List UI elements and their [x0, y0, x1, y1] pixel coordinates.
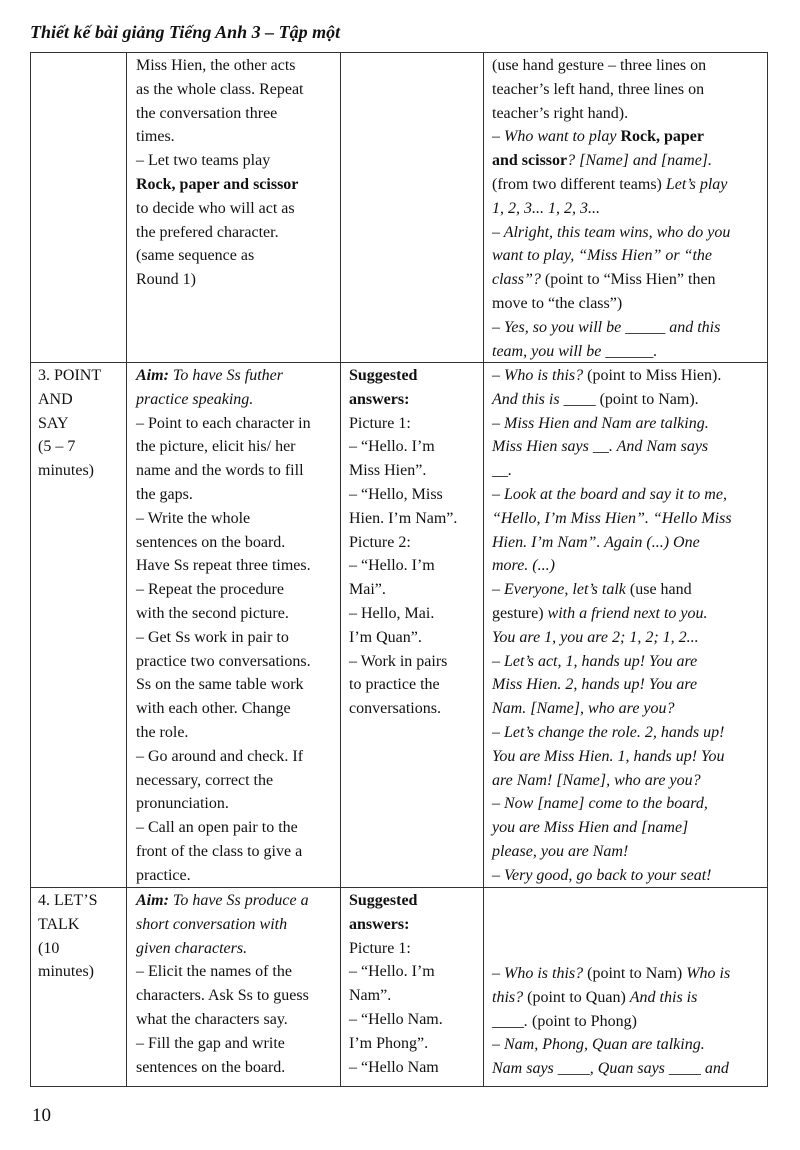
text-line: the role.: [136, 723, 189, 741]
text-line: pronunciation.: [136, 795, 229, 813]
text-span: gesture): [492, 604, 548, 622]
text-line: – Point to each character in: [136, 414, 311, 432]
text-line: – Let’s change the role. 2, hands up!: [492, 723, 725, 741]
text-line: Miss Hien. 2, hands up! You are: [492, 676, 698, 694]
text-line: Picture 1:: [349, 414, 411, 432]
text-line: – Very good, go back to your seat!: [492, 866, 712, 884]
text-line: Miss Hien says __. And Nam says: [492, 438, 709, 456]
text-line: 1, 2, 3... 1, 2, 3...: [492, 199, 600, 217]
text-line: teacher’s right hand).: [492, 104, 629, 122]
text-span: (point to Quan): [523, 988, 630, 1006]
text-span: ? [Name] and [name].: [567, 152, 713, 170]
text-span: (use hand: [625, 581, 692, 599]
text-line: front of the class to give a: [136, 842, 303, 860]
text-line: (use hand gesture – three lines on: [492, 57, 707, 74]
text-line: practice two conversations.: [136, 652, 311, 670]
text-span: (point to “Miss Hien” then: [540, 271, 716, 289]
text-line: the conversation three: [136, 104, 278, 122]
lesson-table: [30, 52, 768, 1087]
game-name: Rock, paper: [620, 128, 704, 146]
text-line: with the second picture.: [136, 604, 289, 622]
stage-duration: (5 – 7: [38, 438, 76, 456]
text-line: to practice the: [349, 676, 440, 694]
text-line: [492, 125, 764, 149]
text-span: ____.: [492, 1012, 528, 1030]
text-line: [492, 1010, 764, 1034]
text-span: with a friend next to you.: [547, 604, 708, 622]
text-line: [492, 962, 764, 986]
text-line: – “Hello, Miss: [349, 485, 443, 503]
text-span: this?: [492, 988, 524, 1006]
text-line: I’m Phong”.: [349, 1034, 429, 1052]
text-line: – Let’s act, 1, hands up! You are: [492, 652, 698, 670]
answers-heading: Suggested: [349, 367, 418, 384]
aim-text: To have Ss produce a: [168, 892, 309, 909]
text-line: Picture 2:: [349, 533, 411, 551]
answers-heading: answers:: [349, 915, 410, 933]
page-header: Thiết kế bài giảng Tiếng Anh 3 – Tập một: [30, 22, 341, 42]
text-line: sentences on the board.: [136, 1058, 286, 1076]
text-line: (same sequence as: [136, 247, 255, 265]
text-line: Miss Hien, the other acts: [136, 57, 296, 74]
game-name: and scissor: [492, 152, 568, 170]
text-line: – Nam, Phong, Quan are talking.: [492, 1036, 705, 1054]
column-divider: [340, 52, 341, 1087]
text-line: Nam. [Name], who are you?: [492, 700, 675, 718]
text-line: [492, 602, 764, 626]
text-line: – Write the whole: [136, 509, 251, 527]
text-span: (point to Miss Hien).: [583, 367, 722, 384]
text-line: – Let two teams play: [136, 152, 271, 170]
text-line: Mai”.: [349, 581, 386, 599]
text-span: (point to Phong): [528, 1012, 637, 1030]
text-line: – Call an open pair to the: [136, 819, 298, 837]
text-span: – Who want to play: [492, 128, 621, 146]
text-line: – Repeat the procedure: [136, 581, 284, 599]
text-line: please, you are Nam!: [492, 842, 629, 860]
text-line: Miss Hien”.: [349, 462, 427, 480]
text-line: what the characters say.: [136, 1010, 288, 1028]
text-line: Ss on the same table work: [136, 676, 304, 694]
row2-answers-cell: [349, 364, 481, 721]
text-line: – Hello, Mai.: [349, 604, 435, 622]
text-line: __.: [492, 462, 512, 480]
game-name: Rock, paper and scissor: [136, 175, 299, 193]
aim-text: short conversation with: [136, 915, 288, 933]
row3-stage-cell: [38, 889, 124, 984]
aim-label: Aim:: [136, 367, 169, 384]
text-line: are Nam! [Name], who are you?: [492, 771, 701, 789]
text-line: [492, 268, 764, 292]
stage-duration: (10: [38, 939, 60, 957]
text-line: [492, 388, 764, 412]
stage-duration: minutes): [38, 963, 94, 981]
row2-stage-cell: [38, 364, 124, 483]
text-line: move to “the class”): [492, 294, 623, 312]
text-span: (point to Nam).: [595, 390, 699, 408]
text-span: Let’s play: [665, 175, 728, 193]
text-line: want to play, “Miss Hien” or “the: [492, 247, 713, 265]
text-line: – Now [name] come to the board,: [492, 795, 708, 813]
text-span: (from two different teams): [492, 175, 666, 193]
answers-heading: answers:: [349, 390, 410, 408]
text-line: Picture 1:: [349, 939, 411, 957]
answers-heading: Suggested: [349, 892, 418, 909]
text-line: team, you will be ______.: [492, 342, 658, 360]
text-line: conversations.: [349, 700, 441, 718]
text-line: Round 1): [136, 271, 196, 289]
text-line: [492, 578, 764, 602]
text-span: And this is ____: [492, 390, 596, 408]
text-line: I’m Quan”.: [349, 628, 422, 646]
aim-label: Aim:: [136, 892, 169, 909]
text-span: class”?: [492, 271, 541, 289]
text-line: [492, 173, 764, 197]
text-line: necessary, correct the: [136, 771, 274, 789]
text-line: – Alright, this team wins, who do you: [492, 223, 731, 241]
text-line: – “Hello. I’m: [349, 963, 435, 981]
stage-title: TALK: [38, 915, 80, 933]
text-span: And this is: [629, 988, 698, 1006]
column-divider: [126, 52, 127, 1087]
text-line: – Work in pairs: [349, 652, 448, 670]
table-border-right: [767, 52, 768, 1087]
row1-teacher-talk-cell: [492, 54, 764, 363]
text-span: – Everyone, let’s talk: [492, 581, 626, 599]
text-line: – Fill the gap and write: [136, 1034, 285, 1052]
text-line: as the whole class. Repeat: [136, 80, 304, 98]
text-line: – “Hello. I’m: [349, 438, 435, 456]
row3-teacher-talk-cell: [492, 962, 764, 1081]
row2-teacher-talk-cell: [492, 364, 764, 888]
stage-title: 4. LET’S: [38, 892, 98, 909]
text-line: Hien. I’m Nam”.: [349, 509, 458, 527]
text-line: Nam says ____, Quan says ____ and: [492, 1060, 729, 1078]
row1-procedure-cell: [136, 54, 336, 292]
text-line: – Miss Hien and Nam are talking.: [492, 414, 709, 432]
aim-line: [136, 364, 338, 388]
row3-procedure-cell: [136, 889, 338, 1079]
text-line: – Get Ss work in pair to: [136, 628, 289, 646]
text-line: characters. Ask Ss to guess: [136, 987, 309, 1005]
table-border-top: [30, 52, 768, 53]
text-line: the prefered character.: [136, 223, 279, 241]
text-line: practice.: [136, 866, 191, 884]
text-line: Have Ss repeat three times.: [136, 557, 311, 575]
text-line: [492, 149, 764, 173]
column-divider: [483, 52, 484, 1087]
text-line: teacher’s left hand, three lines on: [492, 80, 705, 98]
stage-duration: minutes): [38, 462, 94, 480]
text-line: Nam”.: [349, 987, 392, 1005]
aim-text: To have Ss futher: [168, 367, 283, 384]
aim-text: practice speaking.: [136, 390, 254, 408]
text-line: the picture, elicit his/ her: [136, 438, 296, 456]
text-line: You are Miss Hien. 1, hands up! You: [492, 747, 725, 765]
text-line: more. (...): [492, 557, 555, 575]
text-line: – Look at the board and say it to me,: [492, 485, 727, 503]
text-line: Hien. I’m Nam”. Again (...) One: [492, 533, 700, 551]
text-line: to decide who will act as: [136, 199, 295, 217]
text-line: you are Miss Hien and [name]: [492, 819, 689, 837]
aim-text: given characters.: [136, 939, 248, 957]
text-span: – Who is this?: [492, 367, 584, 384]
stage-title: AND: [38, 390, 73, 408]
text-line: You are 1, you are 2; 1, 2; 1, 2...: [492, 628, 699, 646]
text-line: [492, 986, 764, 1010]
text-span: (point to Nam): [583, 965, 687, 982]
text-line: – “Hello Nam.: [349, 1010, 443, 1028]
table-border-bottom: [30, 1086, 768, 1087]
aim-line: [136, 889, 338, 913]
text-line: with each other. Change: [136, 700, 291, 718]
text-line: [492, 364, 764, 388]
text-line: – “Hello Nam: [349, 1058, 439, 1076]
stage-title: 3. POINT: [38, 367, 102, 384]
text-line: name and the words to fill: [136, 462, 304, 480]
text-span: Who is: [686, 965, 731, 982]
text-line: times.: [136, 128, 175, 146]
row3-answers-cell: [349, 889, 481, 1079]
row2-procedure-cell: [136, 364, 338, 888]
text-span: – Who is this?: [492, 965, 584, 982]
text-line: sentences on the board.: [136, 533, 286, 551]
text-line: “Hello, I’m Miss Hien”. “Hello Miss: [492, 509, 732, 527]
page-number: 10: [32, 1105, 51, 1126]
stage-title: SAY: [38, 414, 69, 432]
text-line: – Go around and check. If: [136, 747, 304, 765]
text-line: – “Hello. I’m: [349, 557, 435, 575]
text-line: the gaps.: [136, 485, 193, 503]
text-line: – Elicit the names of the: [136, 963, 292, 981]
text-line: – Yes, so you will be _____ and this: [492, 318, 721, 336]
table-border-left: [30, 52, 31, 1087]
